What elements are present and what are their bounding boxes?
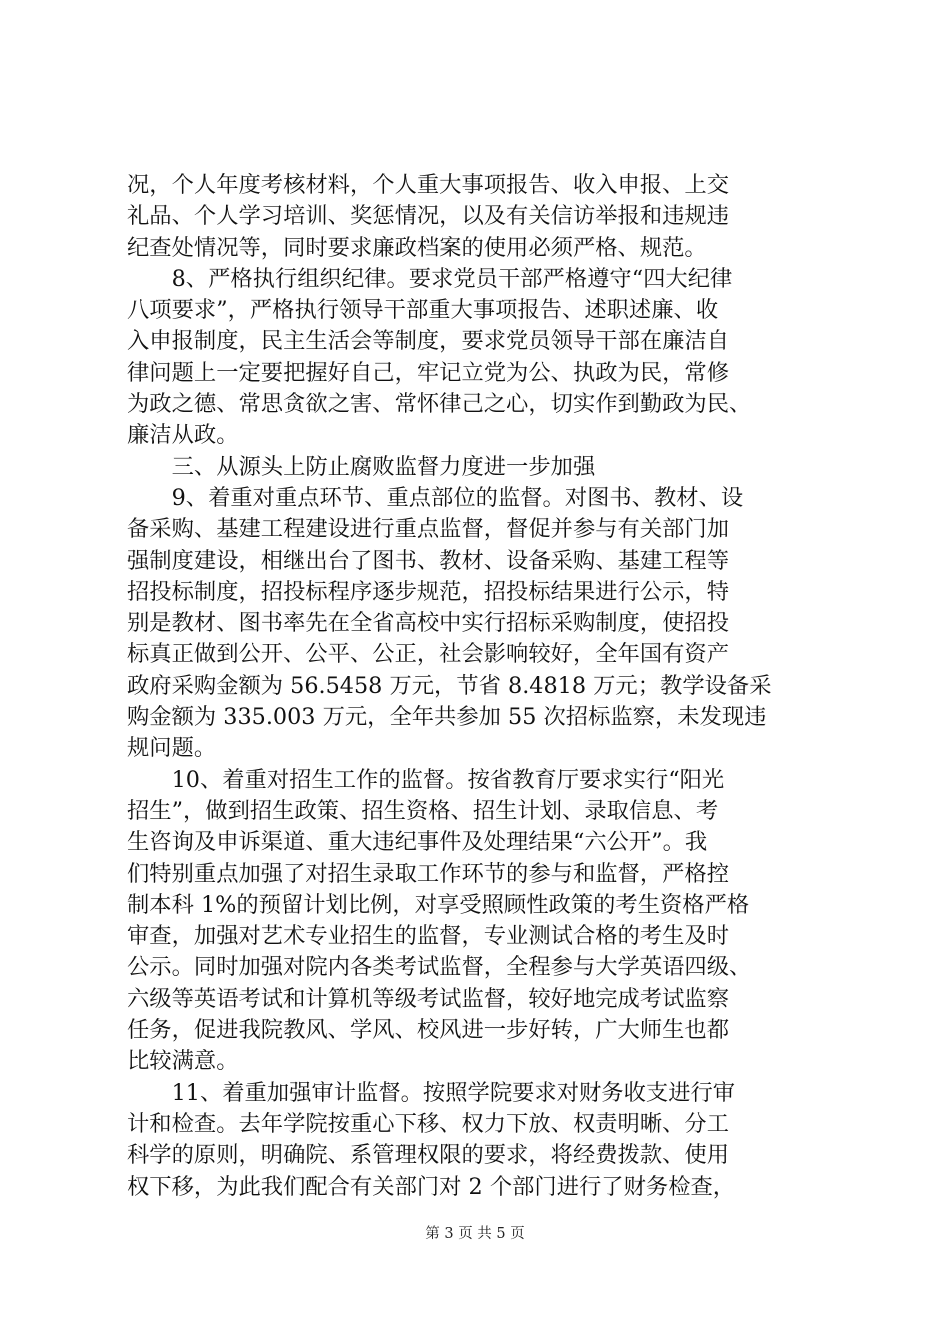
- paragraph-9: [127, 483, 839, 765]
- text-line: 10、着重对招生工作的监督。按省教育厅要求实行“阳光: [127, 766, 725, 793]
- text-line: 规问题。: [127, 735, 217, 762]
- text-line: 标真正做到公开、公平、公正，社会影响较好，全年国有资产: [127, 641, 730, 668]
- text-line: 8、严格执行组织纪律。要求党员干部严格遵守“四大纪律: [127, 265, 733, 292]
- text-line: 备采购、基建工程建设进行重点监督，督促并参与有关部门加: [127, 516, 730, 543]
- text-line: 六级等英语考试和计算机等级考试监督，较好地完成考试监察: [127, 985, 730, 1012]
- text-line: 纪查处情况等，同时要求廉政档案的使用必须严格、规范。: [127, 234, 707, 261]
- document-body: [127, 170, 839, 1203]
- text-line: 们特别重点加强了对招生录取工作环节的参与和监督，严格控: [127, 860, 730, 887]
- text-line: 招生”，做到招生政策、招生资格、招生计划、录取信息、考: [127, 797, 719, 824]
- paragraph-continuation: [127, 170, 839, 264]
- page-footer: 第 3 页 共 5 页: [425, 1226, 525, 1242]
- text-line: 制本科 1%的预留计划比例，对享受照顾性政策的考生资格严格: [127, 891, 750, 918]
- text-line: 三、从源头上防止腐败监督力度进一步加强: [127, 453, 596, 480]
- text-line: 11、着重加强审计监督。按照学院要求对财务收支进行审: [127, 1079, 736, 1106]
- text-line: 比较满意。: [127, 1048, 239, 1075]
- text-line: 科学的原则，明确院、系管理权限的要求，将经费拨款、使用: [127, 1142, 730, 1169]
- text-line: 入申报制度，民主生活会等制度，要求党员领导干部在廉洁自: [127, 328, 730, 355]
- text-line: 生咨询及申诉渠道、重大违纪事件及处理结果“六公开”。我: [127, 829, 708, 856]
- section-heading: [127, 452, 839, 483]
- text-line: 八项要求”，严格执行领导干部重大事项报告、述职述廉、收: [127, 297, 719, 324]
- text-line: 廉洁从政。: [127, 422, 239, 449]
- paragraph-8: [127, 264, 839, 452]
- text-line: 9、着重对重点环节、重点部位的监督。对图书、教材、设: [127, 484, 744, 511]
- text-line: 购金额为 335.003 万元，全年共参加 55 次招标监察，未发现违: [127, 704, 767, 731]
- text-line: 况，个人年度考核材料，个人重大事项报告、收入申报、上交: [127, 172, 730, 198]
- paragraph-11: [127, 1078, 839, 1203]
- text-line: 礼品、个人学习培训、奖惩情况，以及有关信访举报和违规违: [127, 203, 730, 230]
- text-line: 强制度建设，相继出台了图书、教材、设备采购、基建工程等: [127, 547, 730, 574]
- text-line: 别是教材、图书率先在全省高校中实行招标采购制度，使招投: [127, 610, 730, 637]
- text-line: 计和检查。去年学院按重心下移、权力下放、权责明晰、分工: [127, 1110, 730, 1137]
- text-line: 公示。同时加强对院内各类考试监督，全程参与大学英语四级、: [127, 954, 752, 981]
- text-line: 审查，加强对艺术专业招生的监督，专业测试合格的考生及时: [127, 923, 730, 950]
- text-line: 权下移，为此我们配合有关部门对 2 个部门进行了财务检查，: [127, 1173, 736, 1200]
- text-line: 政府采购金额为 56.5458 万元，节省 8.4818 万元；教学设备采: [127, 672, 772, 699]
- text-line: 为政之德、常思贪欲之害、常怀律己之心，切实作到勤政为民、: [127, 391, 752, 418]
- text-line: 任务，促进我院教风、学风、校风进一步好转，广大师生也都: [127, 1017, 730, 1044]
- paragraph-10: [127, 765, 839, 1078]
- text-line: 律问题上一定要把握好自己，牢记立党为公、执政为民，常修: [127, 359, 730, 386]
- text-line: 招投标制度，招投标程序逐步规范，招投标结果进行公示，特: [127, 578, 730, 605]
